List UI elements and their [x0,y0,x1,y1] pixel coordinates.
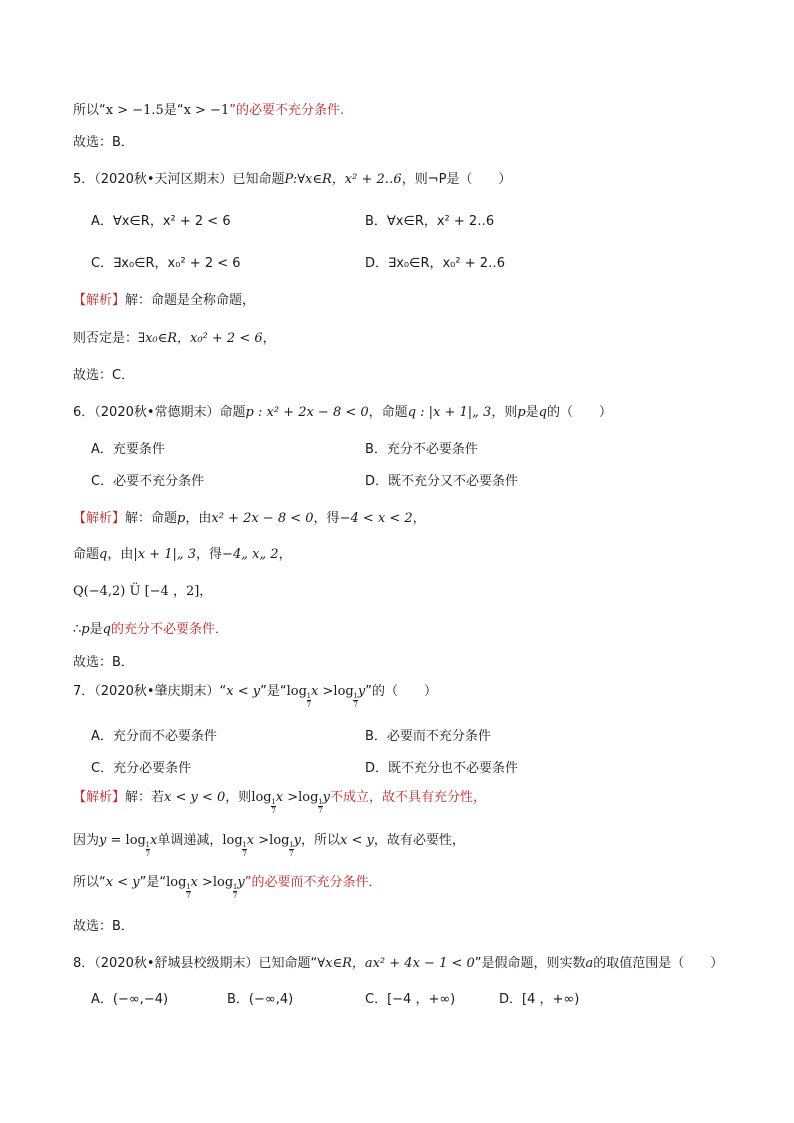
solution-text: ，得 [313,511,340,526]
log-base [318,798,322,815]
log-base [289,841,293,858]
solution-text: 单调递减， [157,833,223,848]
math-expression: x < y [226,684,261,699]
option-a: A．∀x∈R，x² + 2 < 6 [91,214,231,229]
math-expression: x > −1 [183,103,230,118]
math-expression: p : x² + 2x − 8 < 0 [245,405,369,420]
log-base-denominator: 7 [306,701,312,709]
question-text: ”是假命题，则实数 [474,956,586,971]
analysis-tag: 【解析】 [73,790,126,805]
math-expression: x > [246,833,270,848]
math-expression: x > −1.5 [105,103,164,118]
question-text: 7．（2020秋•肇庆期末）“ [73,684,227,699]
question-text: 6．（2020秋•常德期末）命题 [73,405,246,420]
text-segment: 是“ [163,103,184,118]
log-word: log [212,875,234,890]
question-text: ，命题 [368,405,408,420]
math-expression: q : |x + 1|„ 3 [407,405,492,420]
log-base-numerator: 1 [306,692,312,700]
log-base-numerator: 1 [232,883,238,891]
math-expression: ∃x₀∈R，x₀² + 2 < 6 [138,331,263,346]
answer-choice-line: 故选：B． [73,655,134,670]
answer-choice-line: 故选：B． [73,919,134,934]
option-d: D．既不充分也不必要条件 [365,761,519,776]
log-base-numerator: 1 [186,883,191,891]
question-text: 的（ ） [547,405,613,420]
solution-text: ，得 [196,547,223,562]
log-base-numerator: 1 [242,841,247,849]
solution-5-line-2 [73,330,276,348]
question-6 [73,404,612,422]
text-segment: 所以“ [73,103,106,118]
question-8 [73,955,723,973]
solution-text: ， [412,511,426,526]
option-b: B．(−∞,4) [227,992,294,1007]
math-expression: y [322,790,330,805]
log-expression [166,874,191,900]
log-base-numerator: 1 [353,692,358,700]
log-base [353,692,357,709]
math-expression: q [538,405,547,420]
solution-text: ， [262,331,276,346]
text-segment-red: ”的必要而不充分条件． [244,875,382,890]
log-expression [286,683,312,709]
log-expression [333,683,358,709]
option-a: A．(−∞,−4) [91,992,169,1007]
solution-text: ， [278,547,292,562]
question-text: ”的（ ） [365,684,437,699]
math-expression: q [99,547,108,562]
option-c: C．∃x₀∈R，x₀² + 2 < 6 [91,256,241,271]
solution-text: ，由 [107,547,134,562]
solution-text: 命题 [73,547,100,562]
math-expression: p [177,511,186,526]
math-expression: q [102,622,111,637]
question-5 [73,171,511,189]
log-word: log [251,790,272,805]
log-base-denominator: 7 [353,701,358,709]
math-expression: p [81,622,90,637]
math-expression: x < y < 0 [164,790,226,805]
log-word: log [298,790,319,805]
question-text: ，则¬P是（ ） [401,172,512,187]
log-base-numerator: 1 [289,841,294,849]
question-7 [73,683,437,709]
solution-text: ，所以 [300,833,340,848]
math-expression: −4 < x < 2 [339,511,413,526]
log-base-denominator: 7 [289,850,294,858]
math-expression: a [585,956,594,971]
log-base-denominator: 7 [145,850,150,858]
log-word: log [222,833,243,848]
option-b: B．充分不必要条件 [365,442,478,457]
solution-text: ，则 [225,790,252,805]
solution-6-line-1 [73,510,426,528]
math-expression: |x + 1|„ 3 [133,547,197,562]
analysis-tag: 【解析】 [73,293,126,308]
question-text: ，则 [491,405,518,420]
option-a: A．充要条件 [91,442,165,457]
log-base [146,841,150,858]
question-text: 是 [525,405,539,420]
option-c: C．[−4 ，+∞) [365,992,456,1007]
log-base-numerator: 1 [271,798,276,806]
solution-text: 解：命题 [125,511,178,526]
analysis-tag: 【解析】 [73,511,126,526]
solution-6-line-2 [73,546,292,564]
solution-7-line-1 [73,789,486,815]
log-expression [251,789,276,815]
log-word: log [125,833,146,848]
log-expression [269,832,294,858]
math-expression: y [237,875,245,890]
conclusion-line [73,102,344,120]
option-d: D．[4 ，+∞) [499,992,580,1007]
question-text: 5．（2020秋•天河区期末）已知命题 [73,172,285,187]
math-expression: −4„ x„ 2 [222,547,279,562]
math-expression: x² + 2x − 8 < 0 [211,511,314,526]
math-expression: p [517,405,526,420]
option-d: D．既不充分又不必要条件 [365,474,519,489]
solution-6-line-4 [73,621,228,639]
solution-text: 是 [89,622,103,637]
answer-choice-line: 故选：B． [73,135,134,150]
text-segment-red: 的充分不必要条件． [110,622,228,637]
solution-7-line-2: 因为y = log $\frac{1}{7}$ x单调递减，log $\frac{1}{7}$ x >log $\frac{1}{7}$ y，所以x < y，故有必要性， [73,833,465,858]
solution-text: ”是“ [139,875,167,890]
solution-text: 因为 [73,833,100,848]
log-expression [222,832,247,858]
option-c: C．充分必要条件 [91,761,192,776]
log-base-denominator: 7 [242,850,247,858]
log-base [233,883,237,900]
log-expression [298,789,323,815]
log-word: log [286,684,307,699]
math-expression: y = [99,833,126,848]
math-expression: x < y [339,833,374,848]
text-segment-red: ”的必要不充分条件. [229,103,345,118]
log-expression [125,832,150,858]
option-c: C．必要不充分条件 [91,474,205,489]
log-base [186,883,190,900]
solution-text: 则否定是： [73,331,139,346]
log-word: log [166,875,187,890]
solution-6-line-3: Q(−4,2) Ü [−4 ，2]， [73,584,213,599]
math-expression: y [357,684,366,699]
log-word: log [269,833,290,848]
math-expression: x > [275,790,299,805]
question-text: 的取值范围是（ ） [593,956,724,971]
solution-text: ，故有必要性， [373,833,465,848]
log-expression [212,874,238,900]
question-text: 8．（2020秋•舒城县校级期末）已知命题“ [73,956,318,971]
option-d: D．∃x₀∈R，x₀² + 2‥6 [365,256,505,271]
log-base-denominator: 7 [271,807,276,815]
math-expression: x > [190,875,213,890]
solution-text: ∴ [73,622,82,637]
log-base-denominator: 7 [232,892,238,900]
solution-text: 所以“ [73,875,106,890]
log-word: log [333,684,354,699]
math-expression: y [293,833,301,848]
math-expression: ∀x∈R，ax² + 4x − 1 < 0 [317,956,475,971]
math-expression: x < y [105,875,140,890]
math-expression: x > [311,684,334,699]
option-b: B．∀x∈R，x² + 2‥6 [365,214,495,229]
log-base-numerator: 1 [318,798,323,806]
solution-text: ，由 [185,511,212,526]
log-base-numerator: 1 [145,841,150,849]
text-segment-red: 不成立，故不具有充分性， [329,790,486,805]
log-base [242,841,246,858]
log-base [307,692,311,709]
answer-choice-line: 故选：C． [73,368,135,383]
solution-text: 解：命题是全称命题， [125,293,256,308]
option-b: B．必要而不充分条件 [365,729,491,744]
option-a: A．充分而不必要条件 [91,729,217,744]
question-text: ”是“ [260,684,287,699]
solution-5-line-1 [73,292,255,310]
solution-7-line-3 [73,874,382,900]
log-base-denominator: 7 [186,892,191,900]
log-base [271,798,275,815]
math-expression: P:∀x∈R，x² + 2‥6 [284,172,402,187]
log-base-denominator: 7 [318,807,323,815]
solution-text: 解：若 [125,790,165,805]
